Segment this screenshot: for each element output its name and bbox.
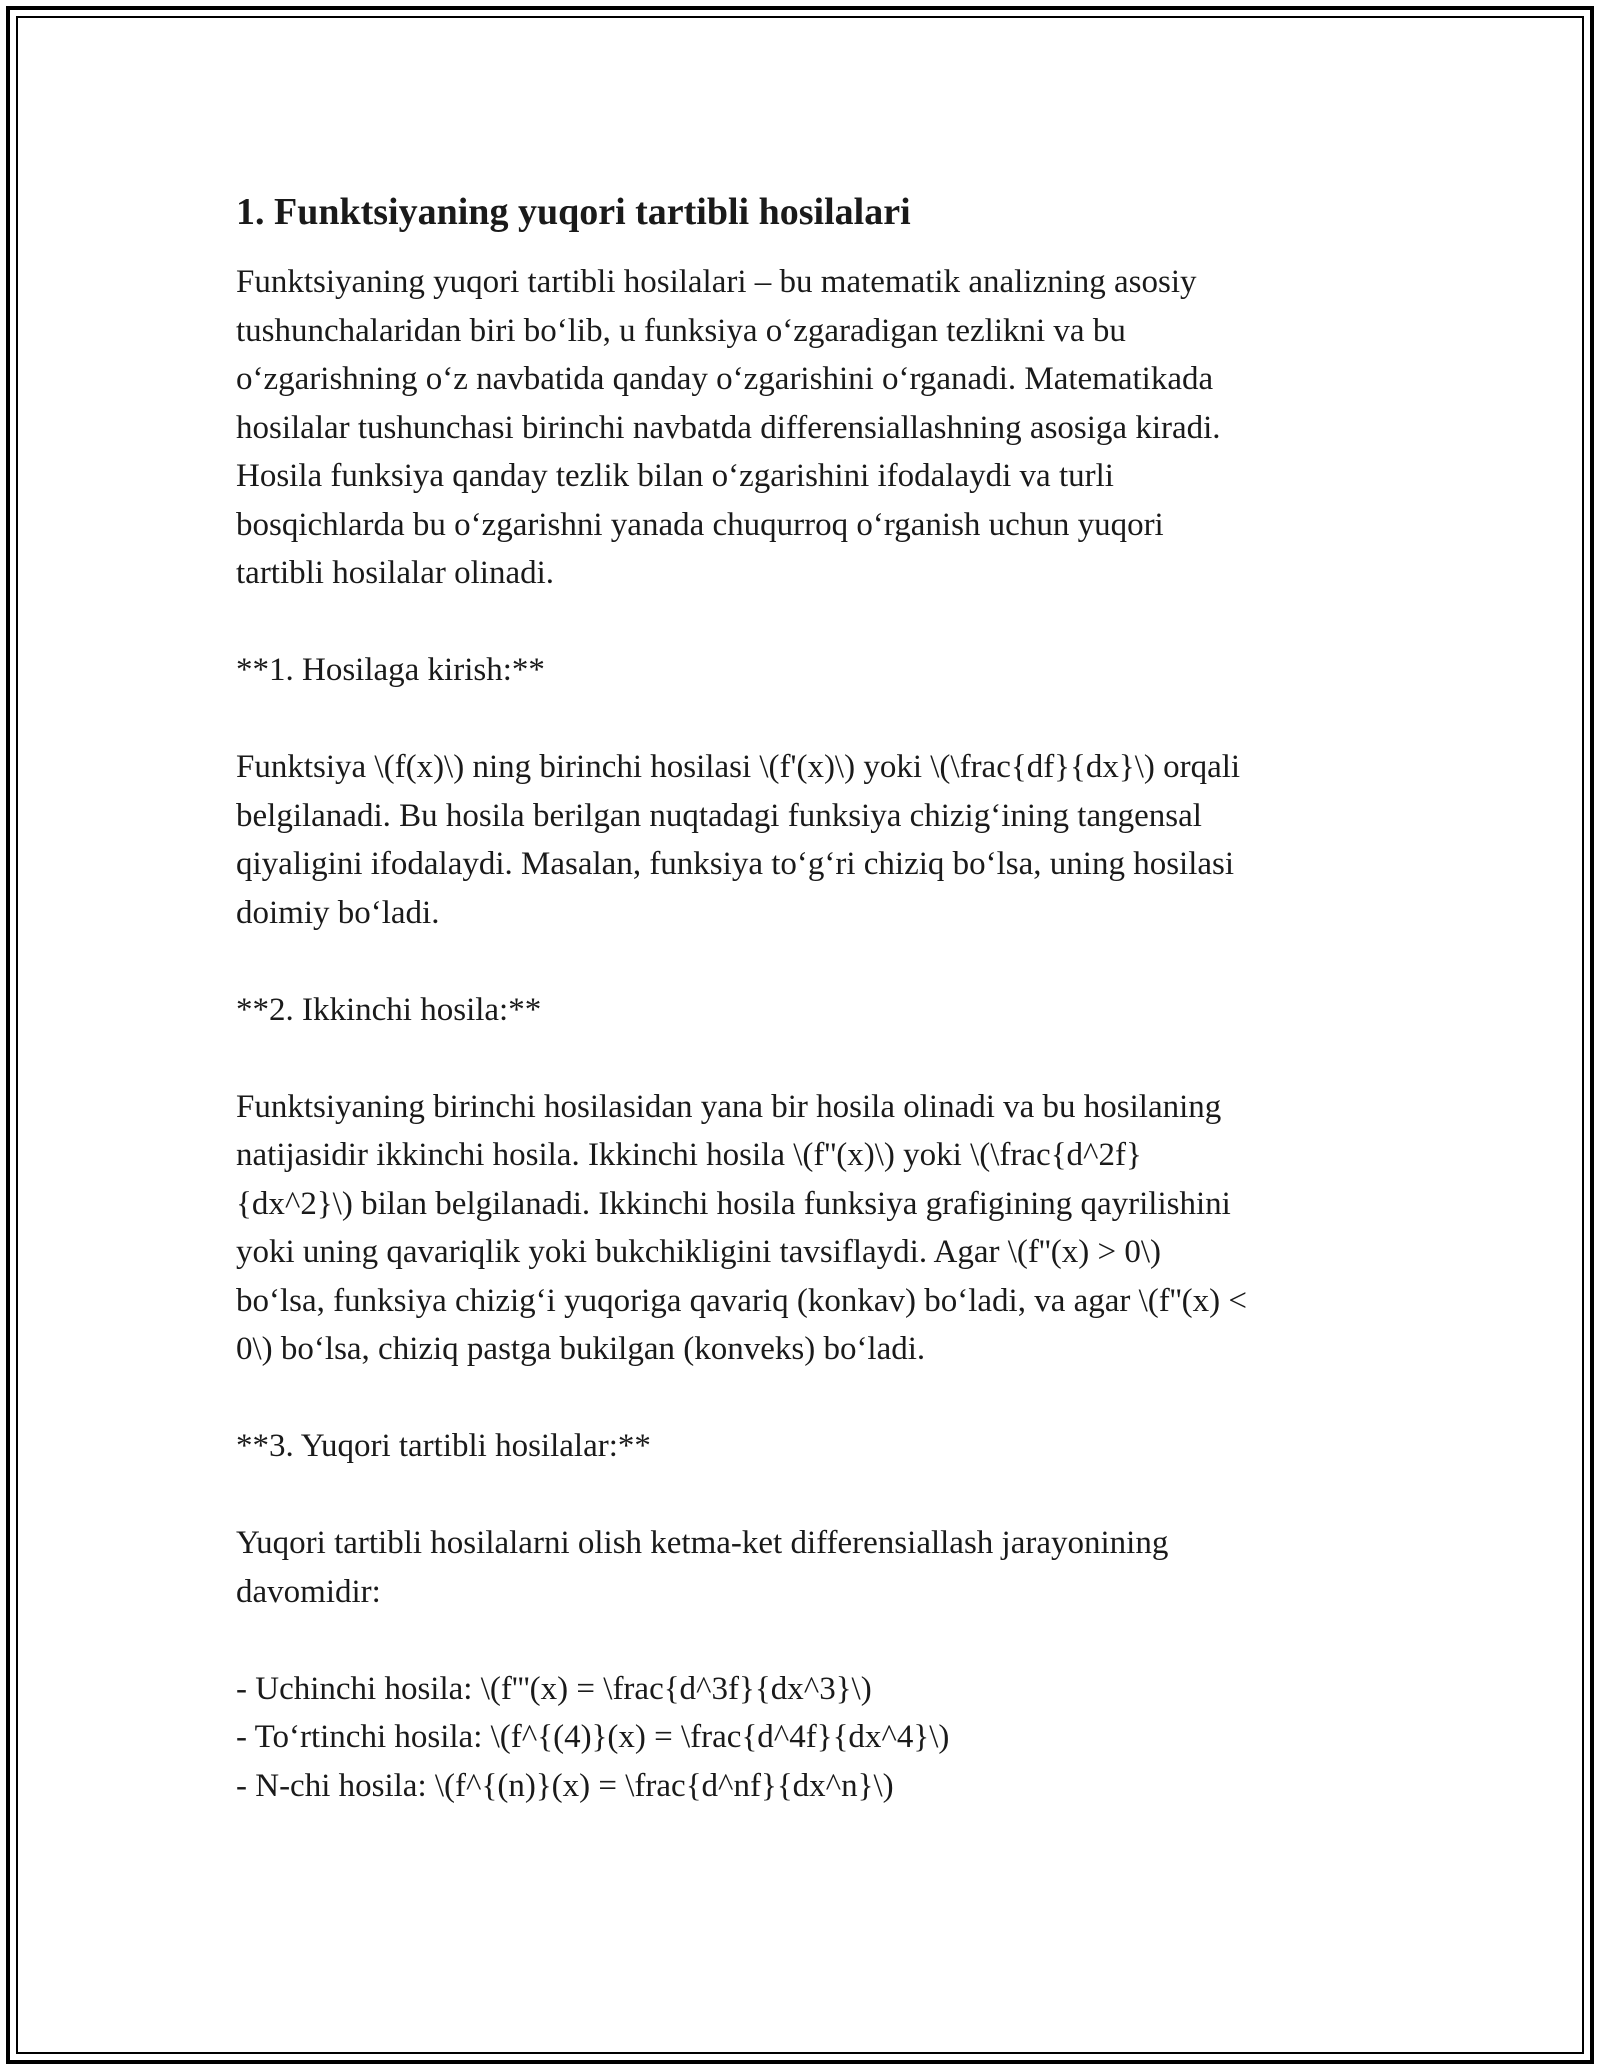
intro-paragraph (236, 258, 1376, 598)
list-item: - To‘rtinchi hosila: \(f^{(4)}(x) = \frac{d^4f}{dx^4}\) (236, 1719, 950, 1755)
text-line: tushunchalaridan biri bo‘lib, u funksiya o‘zgaradigan tezlikni va bu (236, 312, 1126, 349)
text-line: Funktsiyaning yuqori tartibli hosilalari – bu matematik analizning asosiy (236, 264, 1197, 300)
text-line: bo‘lsa, funksiya chizig‘i yuqoriga qavariq (konkav) bo‘ladi, va agar \(f''(x) < (236, 1282, 1247, 1319)
list-item: - N-chi hosila: \(f^{(n)}(x) = \frac{d^nf}{dx^n}\) (236, 1767, 894, 1804)
text-line: Funktsiyaning birinchi hosilasidan yana bir hosila olinadi va bu hosilaning (236, 1088, 1222, 1125)
text-line: {dx^2}\) bilan belgilanadi. Ikkinchi hosila funksiya grafigining qayrilishini (236, 1185, 1231, 1222)
text-line: belgilanadi. Bu hosila berilgan nuqtadagi funksiya chizig‘ining tangensal (236, 797, 1202, 834)
section-1-paragraph (236, 743, 1376, 937)
text-line: natijasidir ikkinchi hosila. Ikkinchi hosila \(f''(x)\) yoki \(\frac{d^2f} (236, 1137, 1142, 1173)
text-line: bosqichlarda bu o‘zgarishni yanada chuqurroq o‘rganish uchun yuqori (236, 506, 1164, 543)
section-2-title: **2. Ikkinchi hosila:** (236, 991, 542, 1028)
document-body (236, 186, 1376, 1810)
derivative-list (236, 1665, 1376, 1811)
text-line: Funktsiya \(f(x)\) ning birinchi hosilasi \(f'(x)\) yoki \(\frac{df}{dx}\) orqali (236, 749, 1241, 785)
text-line: hosilalar tushunchasi birinchi navbatda differensiallashning asosiga kiradi. (236, 409, 1221, 446)
text-line: Hosila funksiya qanday tezlik bilan o‘zgarishini ifodalaydi va turli (236, 458, 1114, 494)
text-line: davomidir: (236, 1573, 381, 1610)
list-item: - Uchinchi hosila: \(f'''(x) = \frac{d^3f}{dx^3}\) (236, 1670, 872, 1707)
text-line: tartibli hosilalar olinadi. (236, 555, 555, 591)
text-line: Yuqori tartibli hosilalarni olish ketma-ket differensiallash jarayonining (236, 1525, 1169, 1561)
section-3-paragraph (236, 1519, 1376, 1616)
text-line: qiyaligini ifodalaydi. Masalan, funksiya to‘g‘ri chiziq bo‘lsa, uning hosilasi (236, 846, 1235, 882)
text-line: 0\) bo‘lsa, chiziq pastga bukilgan (konveks) bo‘ladi. (236, 1331, 926, 1367)
text-line: doimiy bo‘ladi. (236, 894, 440, 931)
section-1-title: **1. Hosilaga kirish:** (236, 652, 545, 688)
section-3-title: **3. Yuqori tartibli hosilalar:** (236, 1428, 651, 1464)
text-line: yoki uning qavariqlik yoki bukchikligini tavsiflaydi. Agar \(f''(x) > 0\) (236, 1234, 1162, 1270)
section-2-paragraph (236, 1083, 1376, 1374)
text-line: o‘zgarishning o‘z navbatida qanday o‘zgarishini o‘rganadi. Matematikada (236, 361, 1214, 397)
document-heading: 1. Funktsiyaning yuqori tartibli hosilalari (236, 191, 911, 233)
